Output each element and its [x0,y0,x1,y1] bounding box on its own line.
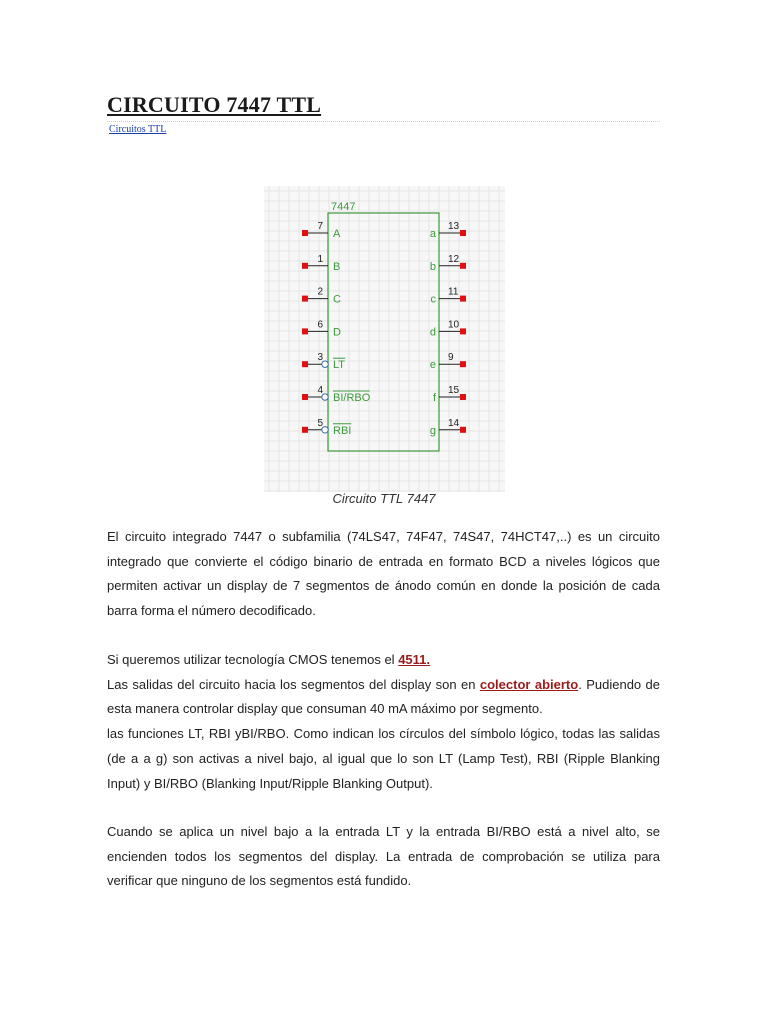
text-line: El circuito integrado 7447 o subfamilia (74LS47, 74F47, 74S47, 74HCT47,..) es un circuito [107,529,660,544]
text-line: encienden todos los segmentos del display. La entrada de comprobación se utiliza para [107,848,660,864]
pin-label: c [430,293,436,306]
pin-number: 5 [317,417,323,429]
page-title: CIRCUITO 7447 TTL [107,92,322,117]
text-line: permiten activar un display de 7 segmentos de ánodo común en donde la posición de cada [107,578,660,594]
pin-terminal [302,361,308,367]
pin-number: 4 [317,385,323,396]
text-line: verificar que ninguno de los segmentos está fundido. [107,873,412,889]
paragraph-outputs [107,648,660,796]
pin-number: 7 [317,221,323,232]
link-colector-abierto[interactable]: colector abierto [479,676,579,692]
pin-terminal [302,328,308,334]
figure-caption: Circuito TTL 7447 [332,491,436,506]
pin-terminal [302,263,308,269]
pin-terminal [460,230,466,236]
pin-label: C [333,293,341,306]
pin-label: b [429,260,436,273]
pin-terminal [460,328,466,334]
text-line: Input) y BI/RBO (Blanking Input/Ripple Blanking Output). [107,775,433,791]
pin-label: d [429,326,436,339]
text-line: esta manera controlar display que consuman 40 mA máximo por segmento. [107,701,543,717]
pin-terminal [460,263,466,269]
text-fragment: Las salidas del circuito hacia los segmentos del display son en [107,676,480,692]
pin-label: a [429,228,436,240]
pin-label: D [333,326,341,339]
pin-number: 13 [448,221,460,232]
ic-7447-diagram [264,186,505,492]
pin-number: 11 [448,286,459,298]
pin-terminal [302,427,308,433]
pin-label: B [333,260,341,273]
pin-terminal [302,394,308,400]
pin-terminal [302,230,308,236]
text-fragment: . Pudiendo de [578,676,661,692]
pin-terminal [460,296,466,302]
pin-number: 3 [317,352,323,364]
pin-label: BI/RBO [333,392,371,404]
pin-label: RBI [333,424,352,437]
text-line: las funciones LT, RBI yBI/RBO. Como indican los círculos del símbolo lógico, todas las salidas [107,726,660,742]
pin-number: 1 [317,253,323,265]
pin-terminal [302,296,308,302]
text-fragment: Si queremos utilizar tecnología CMOS tenemos el [107,652,399,667]
paragraph-intro [107,525,660,624]
text-line: integrado que convierte el código binario de entrada en formato BCD a niveles lógicos que [107,553,660,569]
pin-number: 9 [448,352,454,364]
text-line [107,673,660,698]
chip-name: 7447 [331,201,356,213]
title-divider [107,121,660,122]
pin-number: 2 [317,286,323,298]
pin-label: LT [333,359,346,372]
pin-label: e [429,359,436,372]
pin-number: 14 [448,417,460,429]
text-line [107,648,660,673]
pin-label: g [429,424,436,437]
pin-label: f [432,392,436,404]
pin-label: A [333,228,341,240]
pin-number: 6 [317,319,323,331]
pin-number: 15 [448,385,460,396]
link-4511[interactable]: 4511. [398,652,431,667]
category-link[interactable]: Circuitos TTL [109,124,167,135]
pin-number: 10 [448,319,460,331]
text-line: Cuando se aplica un nivel bajo a la entrada LT y la entrada BI/RBO está a nivel alto, se [107,824,660,839]
pin-number: 12 [448,253,460,265]
pin-terminal [460,427,466,433]
pin-terminal [460,394,466,400]
pin-terminal [460,361,466,367]
paragraph-lamp-test [107,820,660,894]
text-line: barra forma el número decodificado. [107,603,316,619]
text-line: (de a a g) son activas a nivel bajo, al igual que lo son LT (Lamp Test), RBI (Ripple Blanking [107,750,660,766]
